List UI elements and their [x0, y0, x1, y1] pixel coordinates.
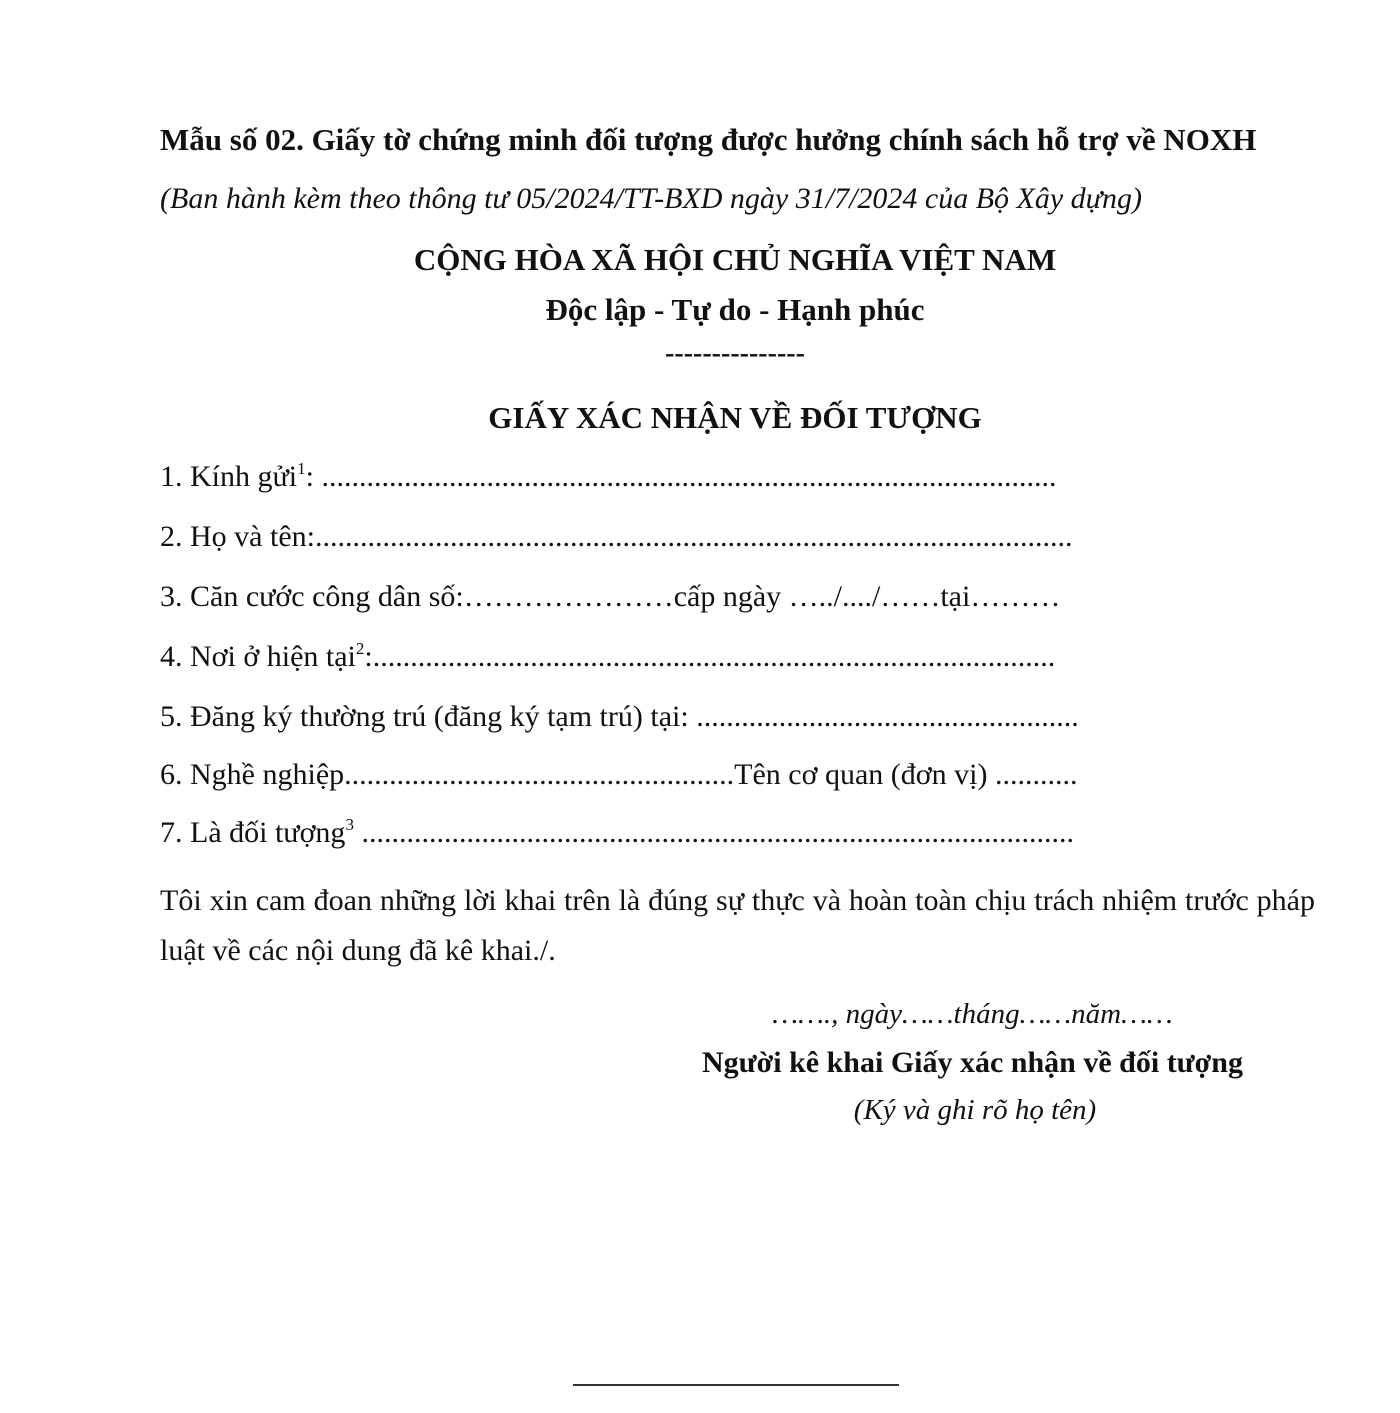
field-beneficiary-type-label: 7. Là đối tượng — [160, 816, 346, 849]
field-recipient-label: 1. Kính gửi — [160, 460, 298, 493]
form-title: Mẫu số 02. Giấy tờ chứng minh đối tượng được hưởng chính sách hỗ trợ về NOXH — [160, 122, 1257, 157]
field-recipient-blank: : .................................................................................................. — [305, 460, 1057, 493]
issued-by-note: (Ban hành kèm theo thông tư 05/2024/TT-BXD ngày 31/7/2024 của Bộ Xây dựng) — [160, 182, 1143, 215]
national-title: CỘNG HÒA XÃ HỘI CHỦ NGHĨA VIỆT NAM — [413, 242, 1057, 277]
field-occupation: 6. Nghề nghiệp....................................................Tên cơ quan (đơn vị) ........... — [160, 758, 1078, 791]
signature-date-line: ……., ngày……tháng……năm…… — [772, 998, 1173, 1030]
national-motto: Độc lập - Tự do - Hạnh phúc — [545, 292, 925, 327]
signature-instruction: (Ký và ghi rõ họ tên) — [853, 1094, 1097, 1126]
field-registered-residence: 5. Đăng ký thường trú (đăng ký tạm trú) tại: ................................................... — [160, 700, 1079, 733]
field-citizen-id: 3. Căn cước công dân số:…………………cấp ngày …../..../……tại……… — [160, 580, 1061, 613]
field-full-name: 2. Họ và tên:..................................................................................................... — [160, 520, 1073, 553]
field-current-residence-blank: :........................................................................................... — [364, 640, 1056, 673]
field-beneficiary-type-blank: ............................................................................................... — [353, 816, 1074, 849]
field-current-residence-label: 4. Nơi ở hiện tại — [160, 640, 356, 673]
header-separator: --------------- — [665, 338, 805, 369]
field-current-residence — [160, 639, 1056, 673]
pledge-statement: Tôi xin cam đoan những lời khai trên là đúng sự thực và hoàn toàn chịu trách nhiệm trước pháp luật về các nội dung đã kê khai./. — [160, 884, 1315, 967]
footnote-ref-2: 2 — [355, 639, 365, 658]
field-beneficiary-type — [160, 815, 1074, 849]
footnote-ref-3: 3 — [345, 815, 354, 834]
footnote-separator — [573, 1384, 899, 1386]
field-recipient — [160, 459, 1057, 493]
signer-title: Người kê khai Giấy xác nhận về đối tượng — [702, 1046, 1243, 1079]
footnote-ref-1: 1 — [297, 459, 306, 478]
document-title: GIẤY XÁC NHẬN VỀ ĐỐI TƯỢNG — [488, 400, 982, 435]
